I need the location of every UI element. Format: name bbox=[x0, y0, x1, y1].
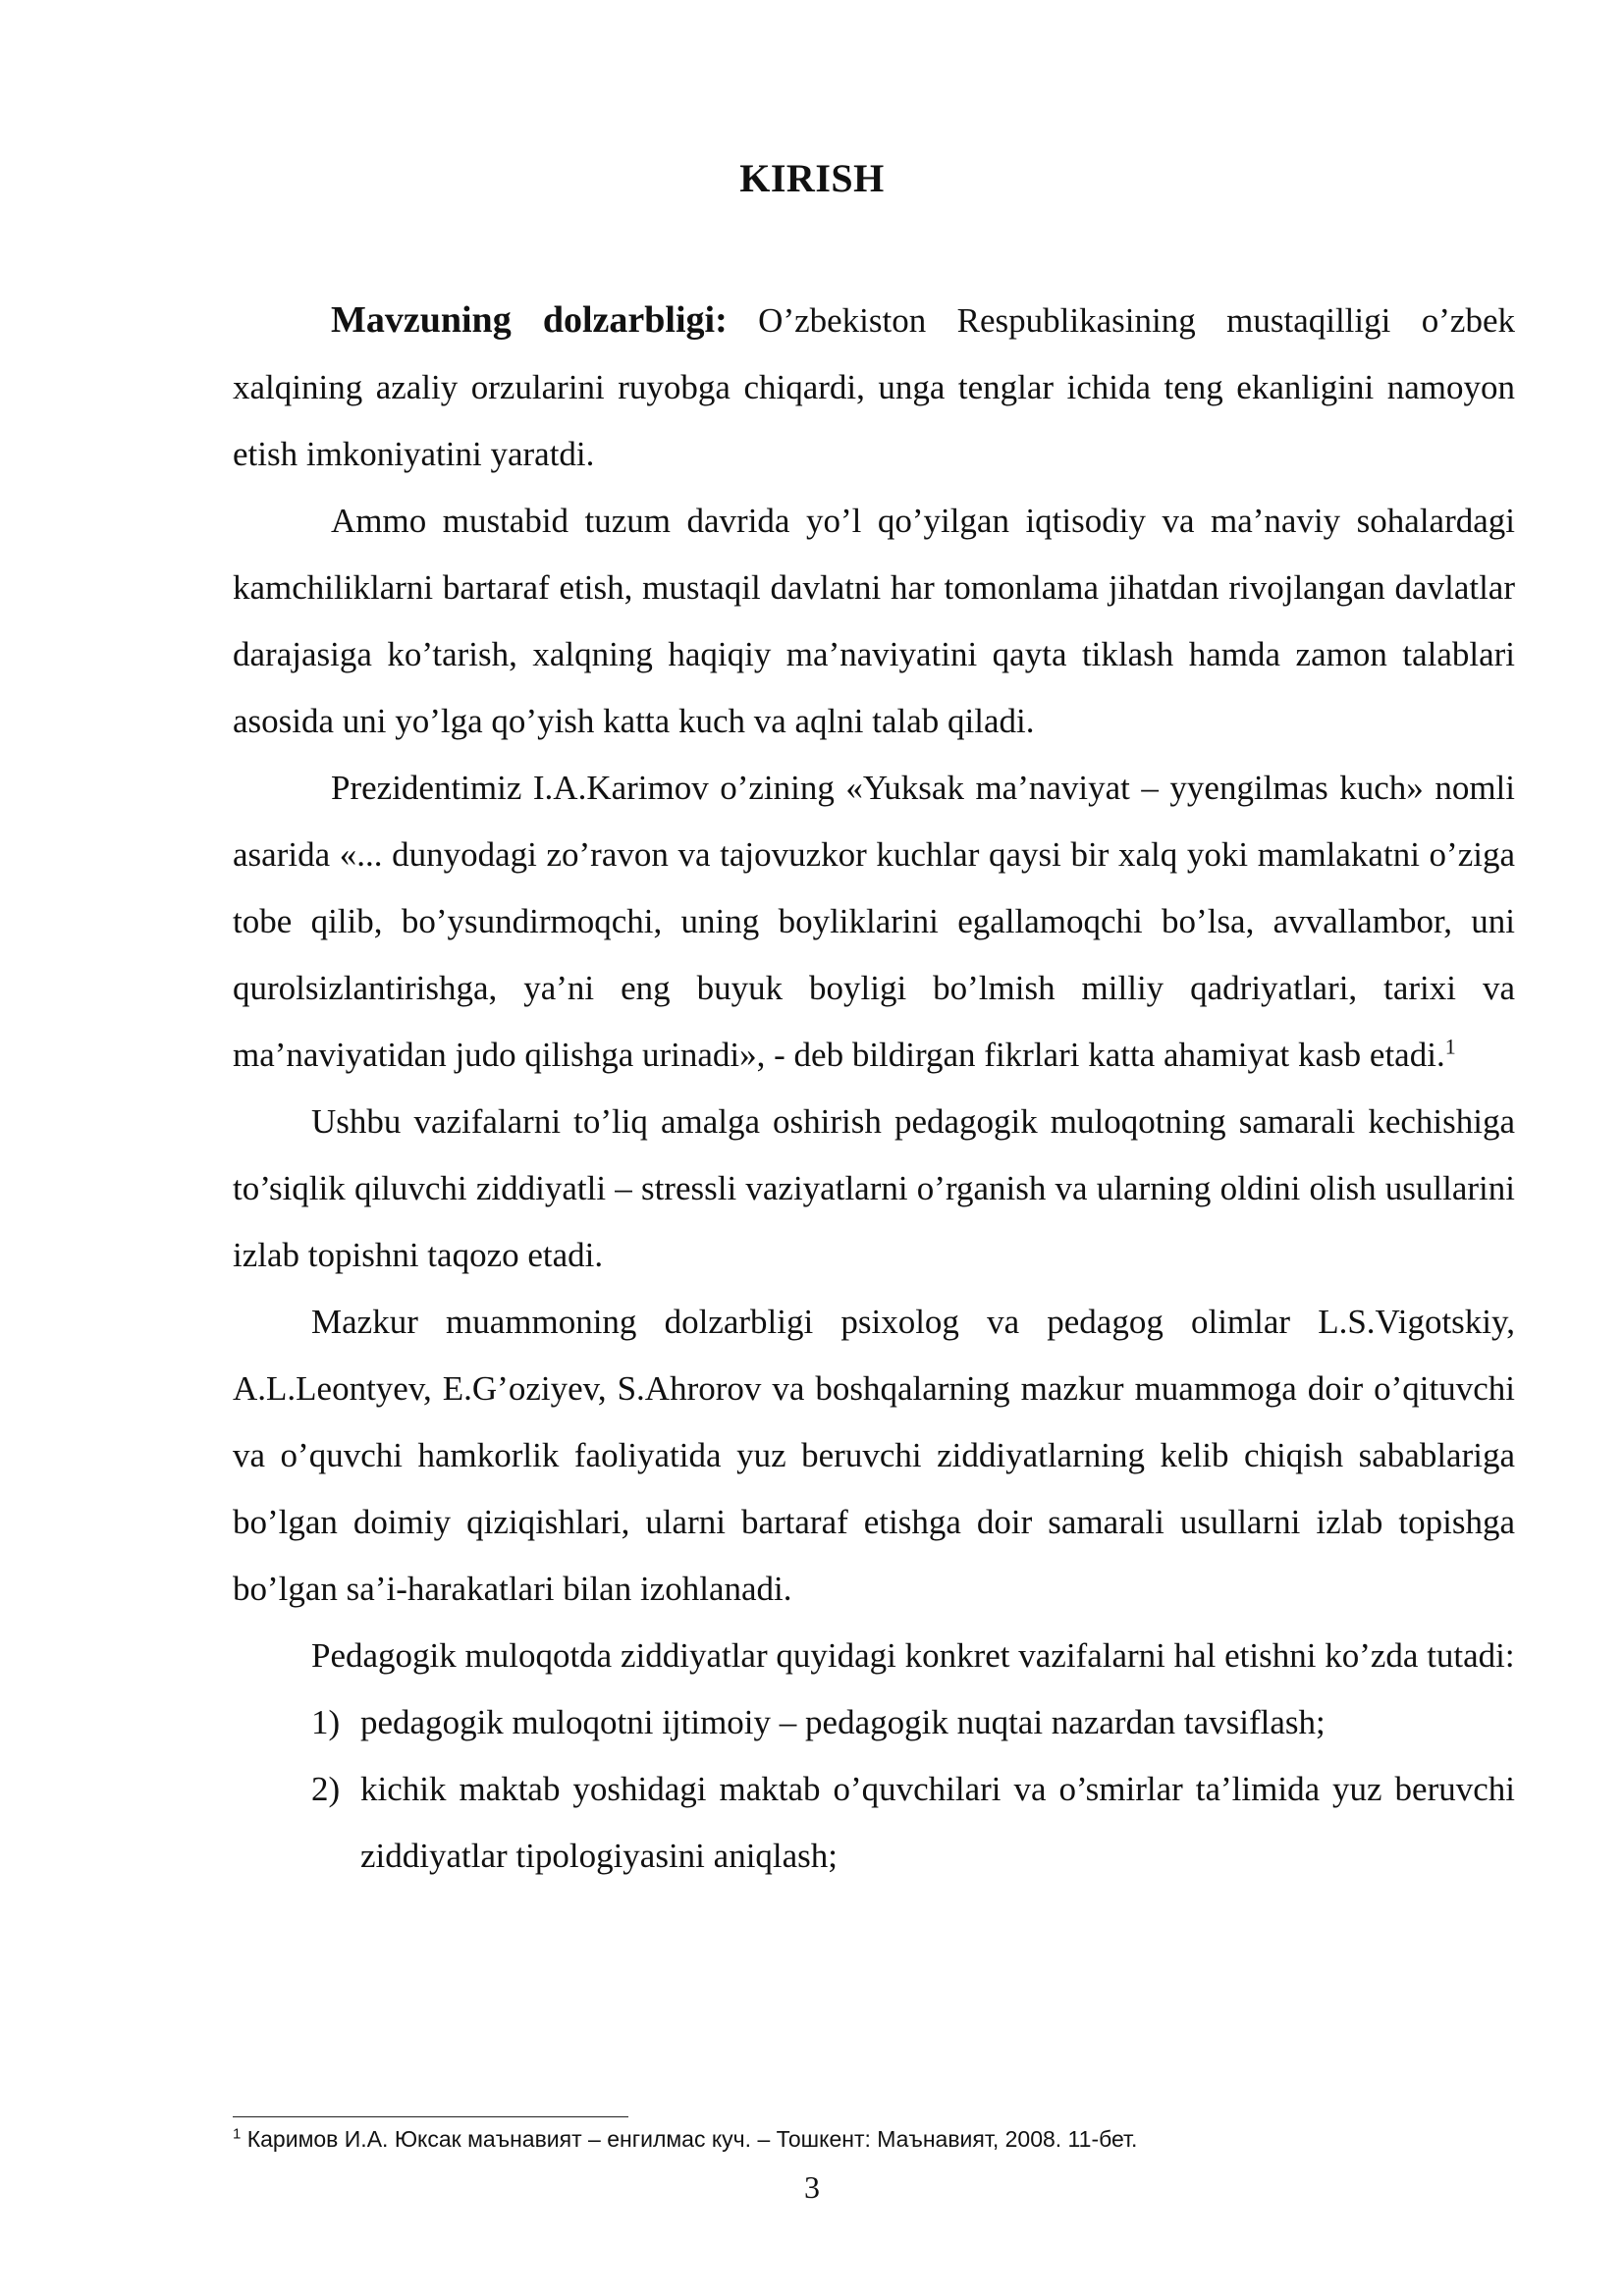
paragraph-text: Prezidentimiz I.A.Karimov o’zining «Yuksak ma’naviyat – yyengilmas kuch» nomli asarida «... dunyodagi zo’ravon va tajovuzkor kuchlar qaysi bir xalq yoki mamlakatni o’ziga tobe qilib, bo’ysundirmoqchi, uning boyliklarini egallamoqchi bo’lsa, avvallambor, uni qurolsizlantirishga, ya’ni eng buyuk boyligi bo’lmish milliy qadriyatlari, tarixi va ma’naviyatidan judo qilishga urinadi», - deb bildirgan fikrlari katta ahamiyat kasb etadi. bbox=[233, 769, 1515, 1074]
paragraph-quote bbox=[233, 755, 1515, 1089]
paragraph: Ammo mustabid tuzum davrida yo’l qo’yilgan iqtisodiy va ma’naviy sohalardagi kamchiliklarni bartaraf etish, mustaqil davlatni har tomonlama jihatdan rivojlangan davlatlar darajasiga ko’tarish, xalqning haqiqiy ma’naviyatini qayta tiklash hamda zamon talablari asosida uni yo’lga qo’yish katta kuch va aqlni talab qiladi. bbox=[233, 502, 1515, 740]
footnote-separator bbox=[233, 2116, 628, 2117]
list-item bbox=[233, 1756, 1515, 1890]
list-item bbox=[233, 1689, 1515, 1756]
relevance-heading: Mavzuning dolzarbligi: bbox=[331, 299, 728, 341]
paragraph-relevance bbox=[233, 287, 1515, 488]
main-text bbox=[233, 287, 1515, 1890]
page-title: KIRISH bbox=[739, 156, 885, 200]
paragraph: Mazkur muammoning dolzarbligi psixolog va pedagog olimlar L.S.Vigotskiy, A.L.Leontyev, E.G’oziyev, S.Ahrorov va boshqalarning mazkur muammoga doir o’qituvchi va o’quvchi hamkorlik faoliyatida yuz beruvchi ziddiyatlarning kelib chiqish sabablariga bo’lgan doimiy qiziqishlari, ularni bartaraf etishga doir samarali usullarni izlab topishga bo’lgan sa’i-harakatlari bilan izohlanadi. bbox=[233, 1303, 1515, 1608]
paragraph-text: O’zbekiston Respublikasining mustaqilligi o’zbek xalqining azaliy orzularini ruyobga chiqardi, unga tenglar ichida teng ekanligini namoyon etish imkoniyatini yaratdi. bbox=[233, 301, 1515, 473]
page-number: 3 bbox=[804, 2169, 820, 2205]
footnote-text: Каримов И.А. Юксак маънавият – енгилмас куч. – Тошкент: Маънавият, 2008. 11-бет. bbox=[241, 2126, 1138, 2152]
paragraph: Ushbu vazifalarni to’liq amalga oshirish pedagogik muloqotning samarali kechishiga to’siqlik qiluvchi ziddiyatli – stressli vaziyatlarni o’rganish va ularning oldini olish usullarini izlab topishni taqozo etadi. bbox=[233, 1102, 1515, 1274]
list-number: 2) bbox=[311, 1770, 341, 1808]
list-item-text: pedagogik muloqotni ijtimoiy – pedagogik nuqtai nazardan tavsiflash; bbox=[360, 1703, 1326, 1741]
list-number: 1) bbox=[311, 1703, 341, 1741]
footnote-reference[interactable]: 1 bbox=[1444, 1034, 1456, 1059]
list-item-text: kichik maktab yoshidagi maktab o’quvchilari va o’smirlar ta’limida yuz beruvchi ziddiyatlar tipologiyasini aniqlash; bbox=[360, 1770, 1515, 1875]
footnote-number: 1 bbox=[233, 2125, 242, 2143]
footnote bbox=[233, 2123, 1515, 2155]
paragraph: Pedagogik muloqotda ziddiyatlar quyidagi konkret vazifalarni hal etishni ko’zda tutadi: bbox=[311, 1636, 1515, 1675]
